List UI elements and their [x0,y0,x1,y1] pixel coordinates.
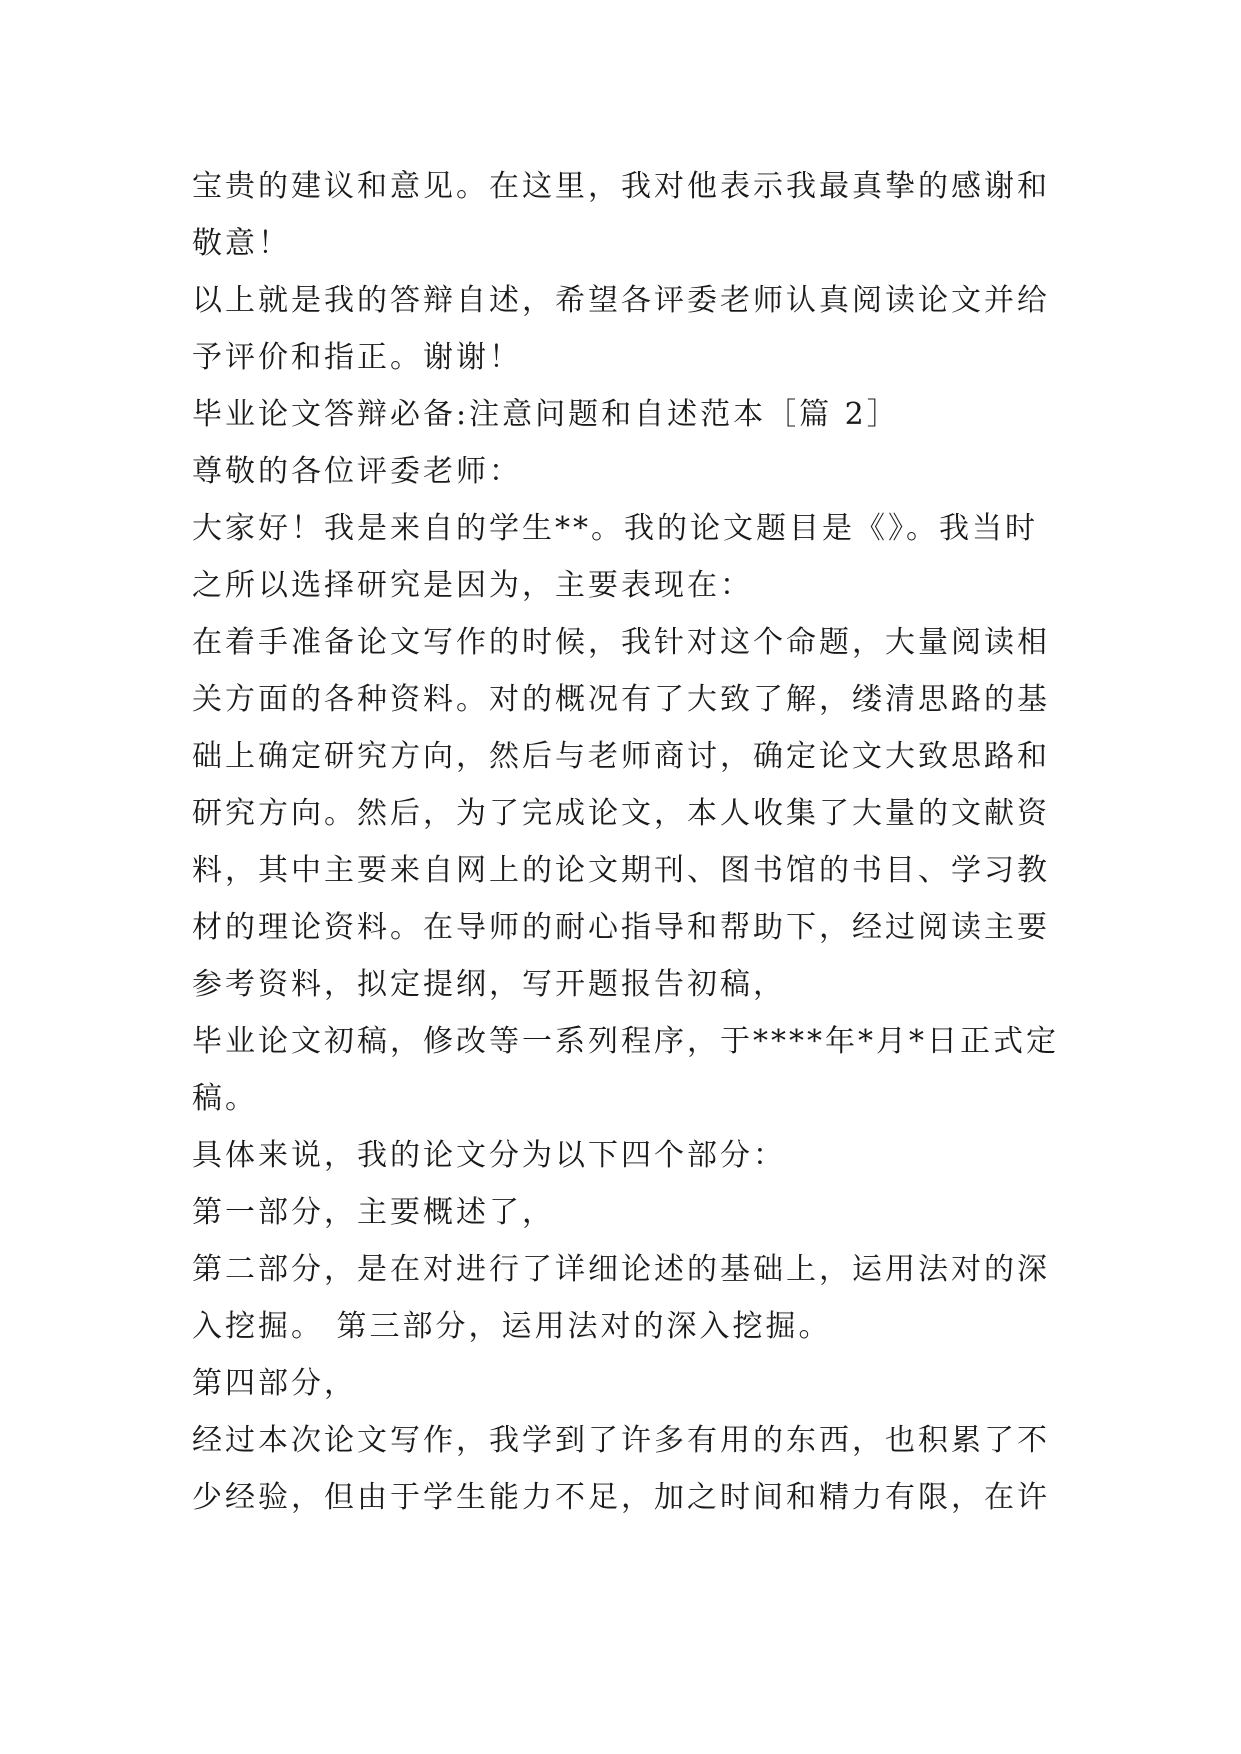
text-line: 第二部分，是在对进行了详细论述的基础上，运用法对的深 [192,1252,1050,1287]
paragraph [192,1013,1059,1127]
text-line: 毕业论文初稿，修改等一系列程序，于****年*月*日正式定 [192,1024,1059,1059]
text-line: 研究方向。然后，为了完成论文，本人收集了大量的文献资 [192,796,1050,831]
text-line: 宝贵的建议和意见。在这里，我对他表示我最真挚的感谢和 [192,169,1050,204]
text-line: 材的理论资料。在导师的耐心指导和帮助下，经过阅读主要 [192,910,1050,945]
text-line: 础上确定研究方向，然后与老师商讨，确定论文大致思路和 [192,739,1050,774]
text-line: 予评价和指正。谢谢！ [192,340,522,375]
text-line: 敬意！ [192,226,291,261]
text-line: 在着手准备论文写作的时候，我针对这个命题，大量阅读相 [192,625,1050,660]
text-line: 参考资料，拟定提纲，写开题报告初稿， [192,967,786,1002]
paragraph [192,158,1052,272]
text-line: 以上就是我的答辩自述，希望各评委老师认真阅读论文并给 [192,283,1050,318]
paragraph [192,500,1052,614]
text-line: 经过本次论文写作，我学到了许多有用的东西，也积累了不 [192,1423,1050,1458]
paragraph [192,1241,1052,1355]
text-line: 第四部分， [192,1366,357,1401]
text-line: 稿。 [192,1081,258,1116]
text-line: 之所以选择研究是因为，主要表现在： [192,568,753,603]
text-line: 大家好！我是来自的学生**。我的论文题目是《》。我当时 [192,511,1038,546]
paragraph [192,272,1052,386]
paragraph [192,1127,1052,1184]
paragraph [192,1184,1052,1241]
paragraph [192,1412,1052,1526]
paragraph [192,614,1052,1013]
paragraph [192,443,1052,500]
paragraph [192,1355,1052,1412]
text-line: 少经验，但由于学生能力不足，加之时间和精力有限，在许 [192,1480,1050,1515]
document-body [192,158,1059,1526]
text-line: 具体来说，我的论文分为以下四个部分： [192,1138,786,1173]
text-line: 尊敬的各位评委老师： [192,454,522,489]
text-line: 关方面的各种资料。对的概况有了大致了解，缕清思路的基 [192,682,1050,717]
text-line: 入挖掘。 第三部分，运用法对的深入挖掘。 [192,1309,832,1344]
text-line: 料，其中主要来自网上的论文期刊、图书馆的书目、学习教 [192,853,1050,888]
text-line: 毕业论文答辩必备:注意问题和自述范本［篇 2］ [192,397,900,432]
text-line: 第一部分，主要概述了， [192,1195,555,1230]
paragraph [192,386,1052,443]
